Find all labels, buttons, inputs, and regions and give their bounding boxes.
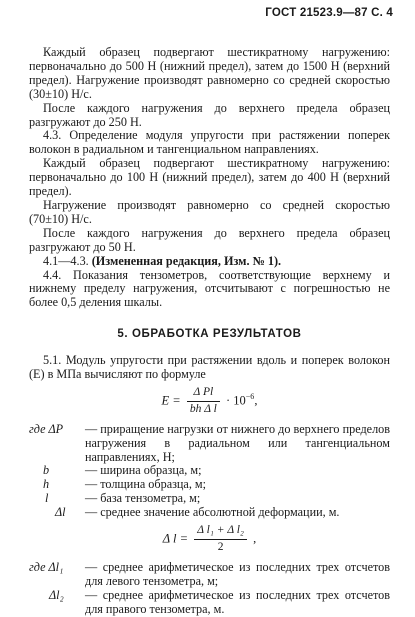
- definition-symbol: h: [43, 477, 50, 492]
- paragraph: 4.3. Определение модуля упругости при растяжении поперек волокон в радиальном и тангенциальном направлениях.: [29, 128, 390, 157]
- definition-row: [29, 561, 390, 589]
- paragraph: После каждого нагружения до верхнего предела образец разгружают до 250 Н.: [29, 100, 390, 129]
- fraction-denominator: 2: [217, 541, 224, 553]
- definition-row: [29, 589, 390, 617]
- document-body: [29, 46, 390, 617]
- page-header: ГОСТ 21523.9—87 С. 4: [265, 7, 393, 19]
- paragraph: 4.4. Показания тензометров, соответствующие верхнему и нижнему пределу нагружения, отсчитывают с погрешностью не более 0,5 деления шкалы.: [29, 267, 390, 310]
- formula-factor: · 10: [226, 393, 246, 408]
- definition-symbol: l: [45, 491, 49, 506]
- paragraph: Каждый образец подвергают шестикратному нагружению: первоначально до 500 Н (нижний предел), затем до 1500 Н (верхний предел). Нагружение производят равномерно со средней скоростью (30±10) Н/с.: [29, 45, 390, 101]
- formula-lhs: Δ l =: [162, 531, 189, 546]
- formula-fraction: [194, 524, 247, 555]
- paragraph: 5.1. Модуль упругости при растяжении вдоль и поперек волокон (E) в МПа вычисляют по формуле: [29, 353, 390, 382]
- definition-symbol: где Δl₁: [29, 559, 64, 574]
- definition-symbol: b: [43, 463, 50, 478]
- definition-row: [29, 478, 390, 492]
- definition-text: — среднее арифметическое из последних трех отсчетов для правого тензометра, м.: [85, 587, 390, 616]
- fraction-numerator: Δ l₁ + Δ l₂: [194, 524, 247, 540]
- definition-text: — ширина образца, м;: [85, 463, 202, 478]
- section-title: 5. ОБРАБОТКА РЕЗУЛЬТАТОВ: [117, 328, 302, 341]
- fraction-numerator: Δ Pl: [187, 386, 220, 402]
- fraction-denominator: bh Δ l: [189, 402, 217, 415]
- paragraph: Каждый образец подвергают шестикратному нагружению: первоначально до 100 Н (нижний предел), затем до 400 Н (верхний предел).: [29, 156, 390, 199]
- definitions-list: [29, 561, 390, 617]
- formula-exponent: −6: [245, 392, 255, 402]
- definition-symbol: Δl: [55, 505, 66, 520]
- formula-modulus: [29, 386, 390, 417]
- definition-symbol: где ΔP: [29, 421, 64, 436]
- definition-row: [29, 492, 390, 506]
- definition-text: — среднее значение абсолютной деформации, м.: [85, 505, 340, 520]
- definition-text: — толщина образца, м;: [85, 477, 207, 492]
- definition-row: [29, 423, 390, 465]
- definition-row: [29, 506, 390, 520]
- amendment-text: (Измененная редакция, Изм. № 1).: [91, 253, 282, 268]
- definitions-list: [29, 423, 390, 520]
- definition-text: — база тензометра, м;: [85, 491, 201, 506]
- formula-end: ,: [253, 531, 257, 546]
- amendment-prefix: 4.1—4.3.: [43, 253, 89, 268]
- paragraph: Нагружение производят равномерно со средней скоростью (70±10) Н/с.: [29, 197, 390, 226]
- formula-end: ,: [254, 393, 258, 408]
- formula-lhs: E =: [161, 393, 181, 408]
- paragraph: После каждого нагружения до верхнего предела образец разгружают до 50 Н.: [29, 225, 390, 254]
- formula-fraction: [187, 386, 220, 417]
- formula-deformation: [29, 524, 390, 555]
- definition-text: — среднее арифметическое из последних трех отсчетов для левого тензометра, м;: [85, 559, 390, 588]
- amendment-note: [29, 255, 390, 269]
- definition-row: [29, 464, 390, 478]
- definition-text: — приращение нагрузки от нижнего до верхнего пределов нагружения в радиальном или тангенциальном направлениях, Н;: [85, 421, 390, 464]
- definition-symbol: Δl₂: [49, 587, 64, 602]
